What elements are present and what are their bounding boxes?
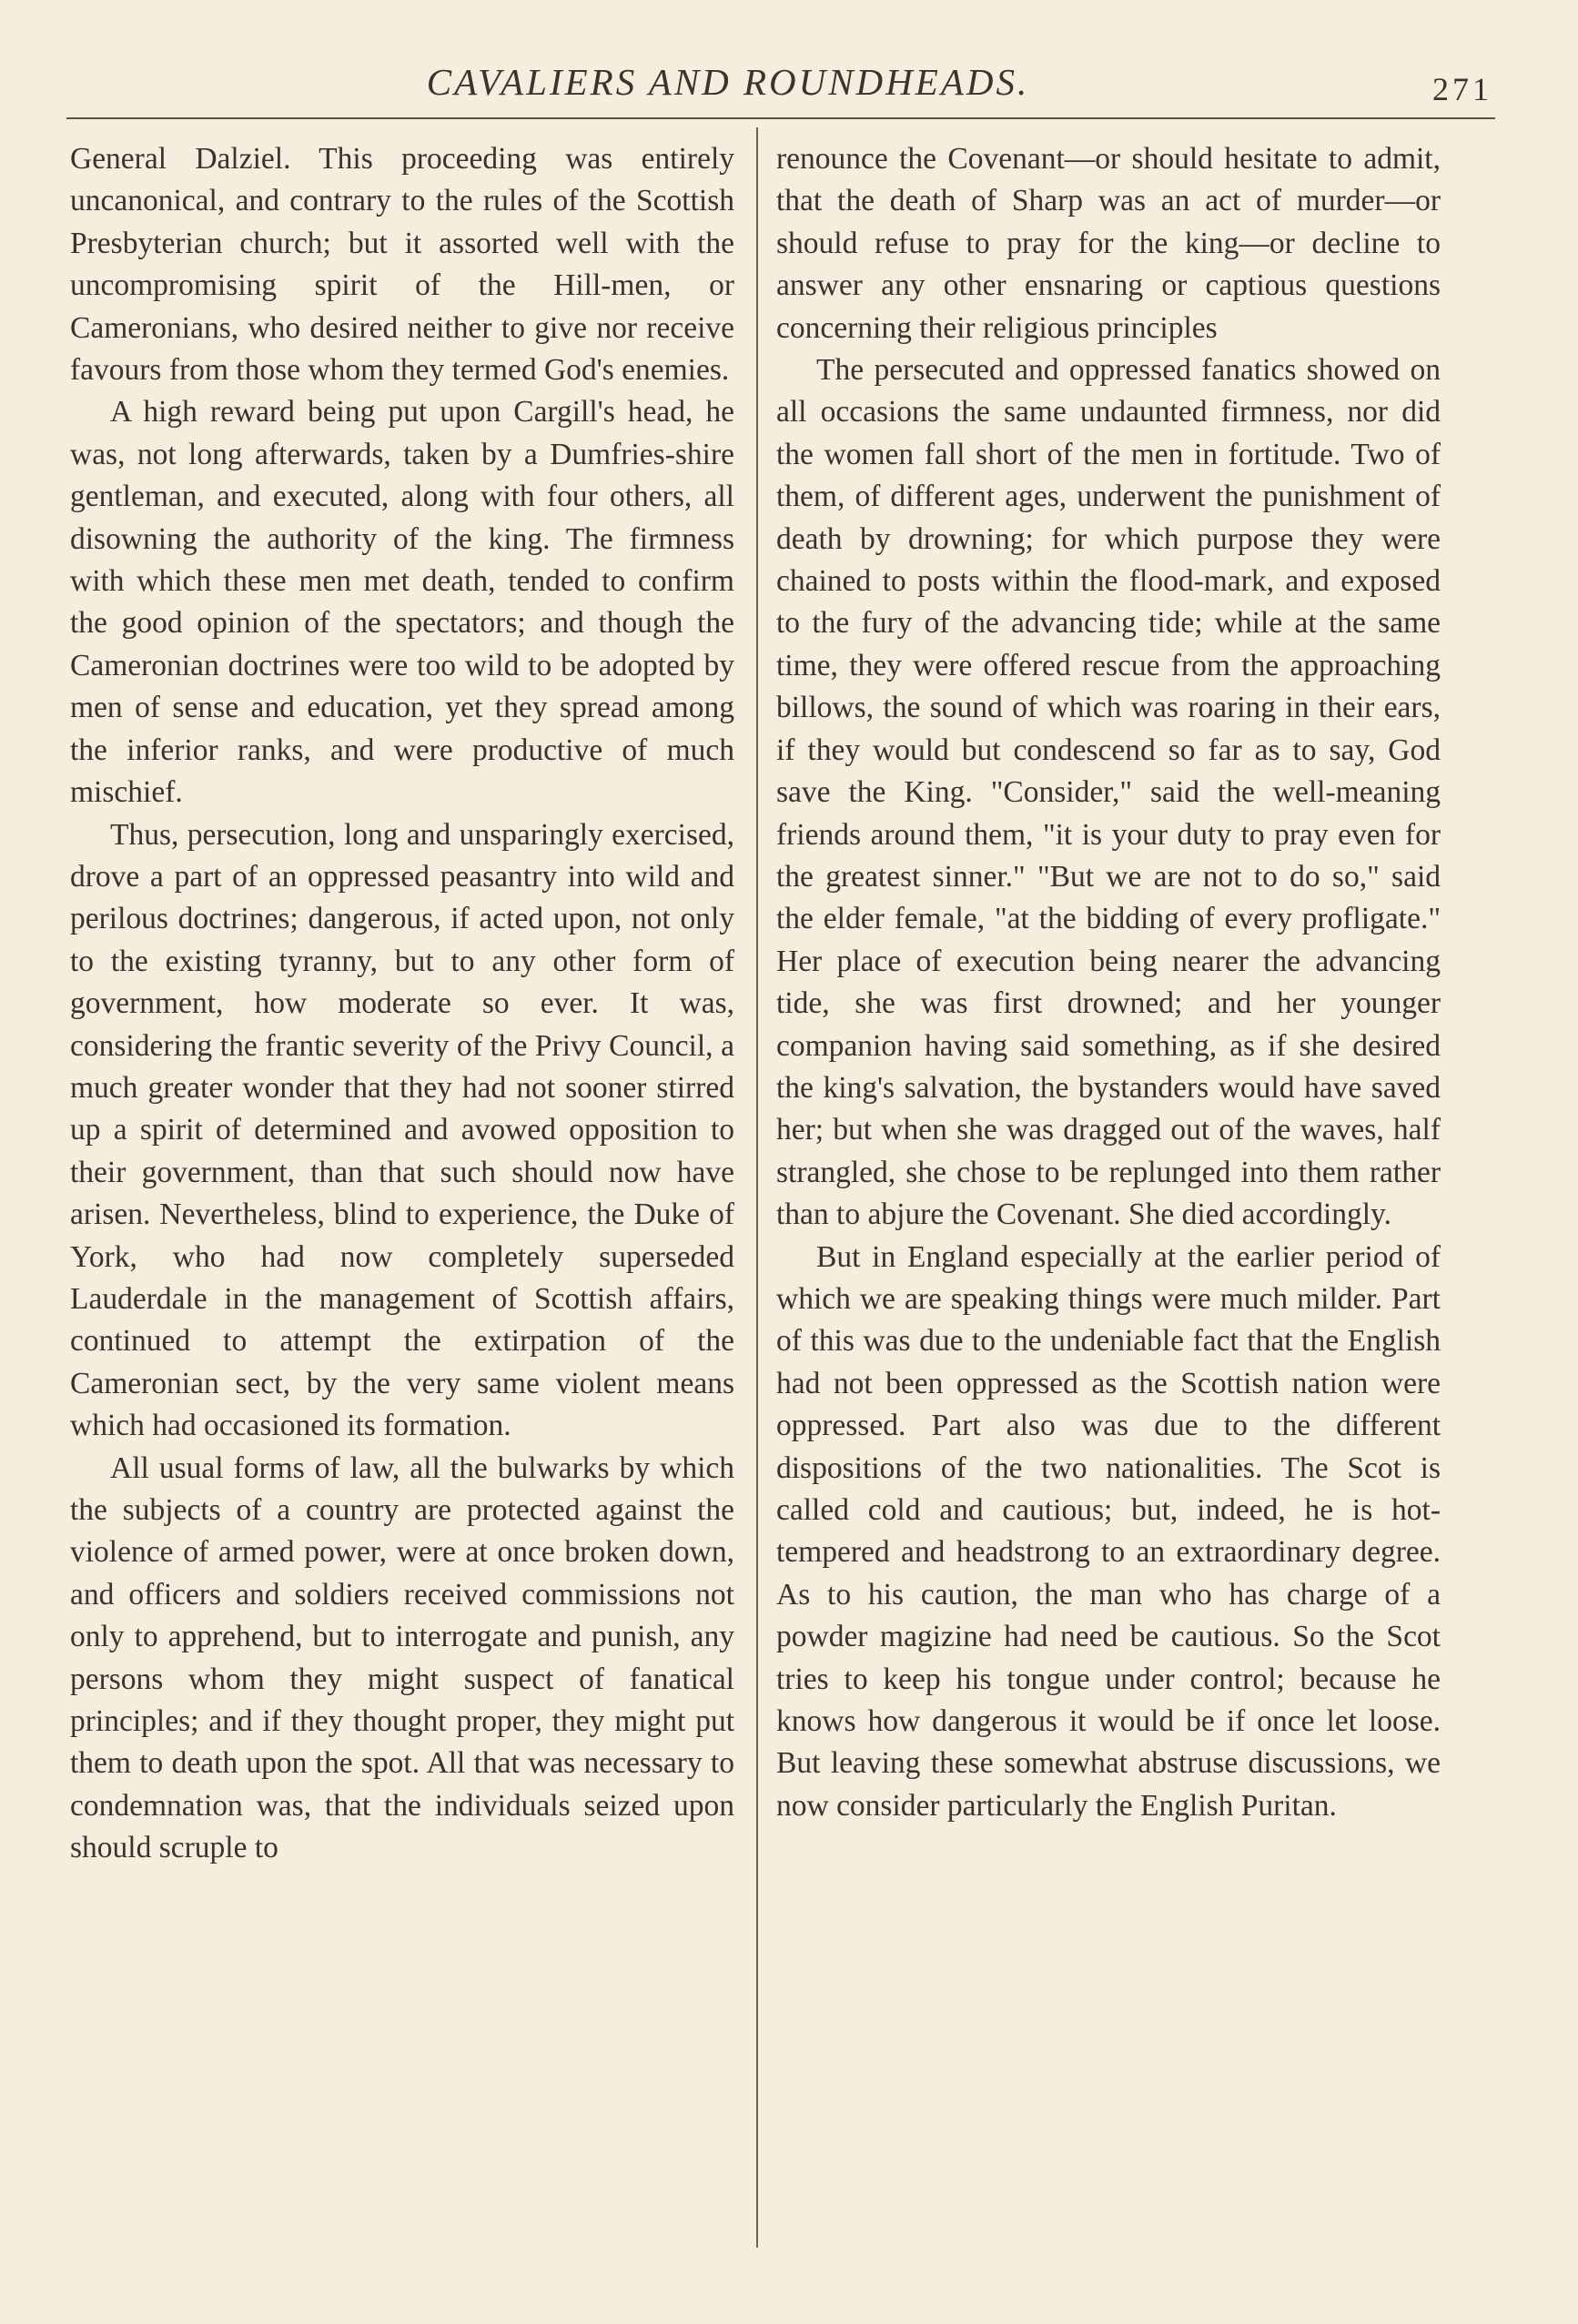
paragraph: Thus, persecution, long and unsparingly exercised, drove a part of an oppressed peasantry into wild and perilous doctrines; dangerous, if acted upon, not only to the existing tyranny, but to any other form of government, how moderate so ever. It was, considering the frantic severity of the Privy Council, a much greater wonder that they had not sooner stirred up a spirit of determined and avowed opposition to their government, than that such should now have arisen. Nevertheless, blind to experience, the Duke of York, who had now completely superseded Lauderdale in the management of Scottish affairs, continued to attempt the extirpation of the Cameronian sect, by the very same violent means which had occasioned its formation.: [70, 817, 734, 1443]
paragraph: All usual forms of law, all the bulwarks by which the subjects of a country are protected against the violence of armed power, were at once broken down, and officers and soldiers received commissions not only to apprehend, but to interrogate and punish, any persons whom they might suspect of fanatical principles; and if they thought proper, they might put them to death upon the spot. All that was necessary to condemnation was, that the individuals seized upon should scruple to: [70, 1450, 734, 1865]
right-column: [776, 138, 1441, 1827]
paragraph: renounce the Covenant—or should hesitate to admit, that the death of Sharp was an act of murder—or should refuse to pray for the king—or decline to answer any other ensnaring or captious questions concerning their religious principles: [776, 142, 1441, 345]
running-header: [0, 56, 1578, 111]
page-number: 271: [1432, 71, 1492, 107]
paragraph: A high reward being put upon Cargill's head, he was, not long afterwards, taken by a Dumfries-shire gentleman, and executed, along with four others, all disowning the authority of the king. The firmness with which these men met death, tended to confirm the good opinion of the spectators; and though the Cameronian doctrines were too wild to be adopted by men of sense and education, yet they spread among the inferior ranks, and were productive of much mischief.: [70, 395, 734, 810]
left-column: [70, 138, 734, 1870]
header-rule: [66, 117, 1495, 119]
paragraph: But in England especially at the earlier period of which we are speaking things were much milder. Part of this was due to the undeniable fact that the English had not been oppressed as the Scottish nation were oppressed. Part also was due to the different dispositions of the two nationalities. The Scot is called cold and cautious; but, indeed, he is hot-tempered and headstrong to an extraordinary degree. As to his caution, the man who has charge of a powder magizine had need be cautious. So the Scot tries to keep his tongue under control; because he knows how dangerous it would be if once let loose. But leaving these somewhat abstruse discussions, we now consider particularly the English Puritan.: [776, 1239, 1441, 1823]
running-title: CAVALIERS AND ROUNDHEADS.: [426, 61, 1030, 103]
column-divider: [756, 127, 758, 2248]
paragraph: The persecuted and oppressed fanatics showed on all occasions the same undaunted firmness, nor did the women fall short of the men in fortitude. Two of them, of different ages, underwent the punishment of death by drowning; for which purpose they were chained to posts within the flood-mark, and exposed to the fury of the advancing tide; while at the same time, they were offered rescue from the approaching billows, the sound of which was roaring in their ears, if they would but condescend so far as to say, God save the King. "Consider," said the well-meaning friends around them, "it is your duty to pray even for the greatest sinner." "But we are not to do so," said the elder female, "at the bidding of every profligate." Her place of execution being nearer the advancing tide, she was first drowned; and her younger companion having said something, as if she desired the king's salvation, the bystanders would have saved her; but when she was dragged out of the waves, half strangled, she chose to be replunged into them rather than to abjure the Covenant. She died accordingly.: [776, 353, 1441, 1232]
paragraph: General Dalziel. This proceeding was entirely uncanonical, and contrary to the rules of the Scottish Presbyterian church; but it assorted well with the uncompromising spirit of the Hill-men, or Cameronians, who desired neither to give nor receive favours from those whom they termed God's enemies.: [70, 142, 734, 388]
